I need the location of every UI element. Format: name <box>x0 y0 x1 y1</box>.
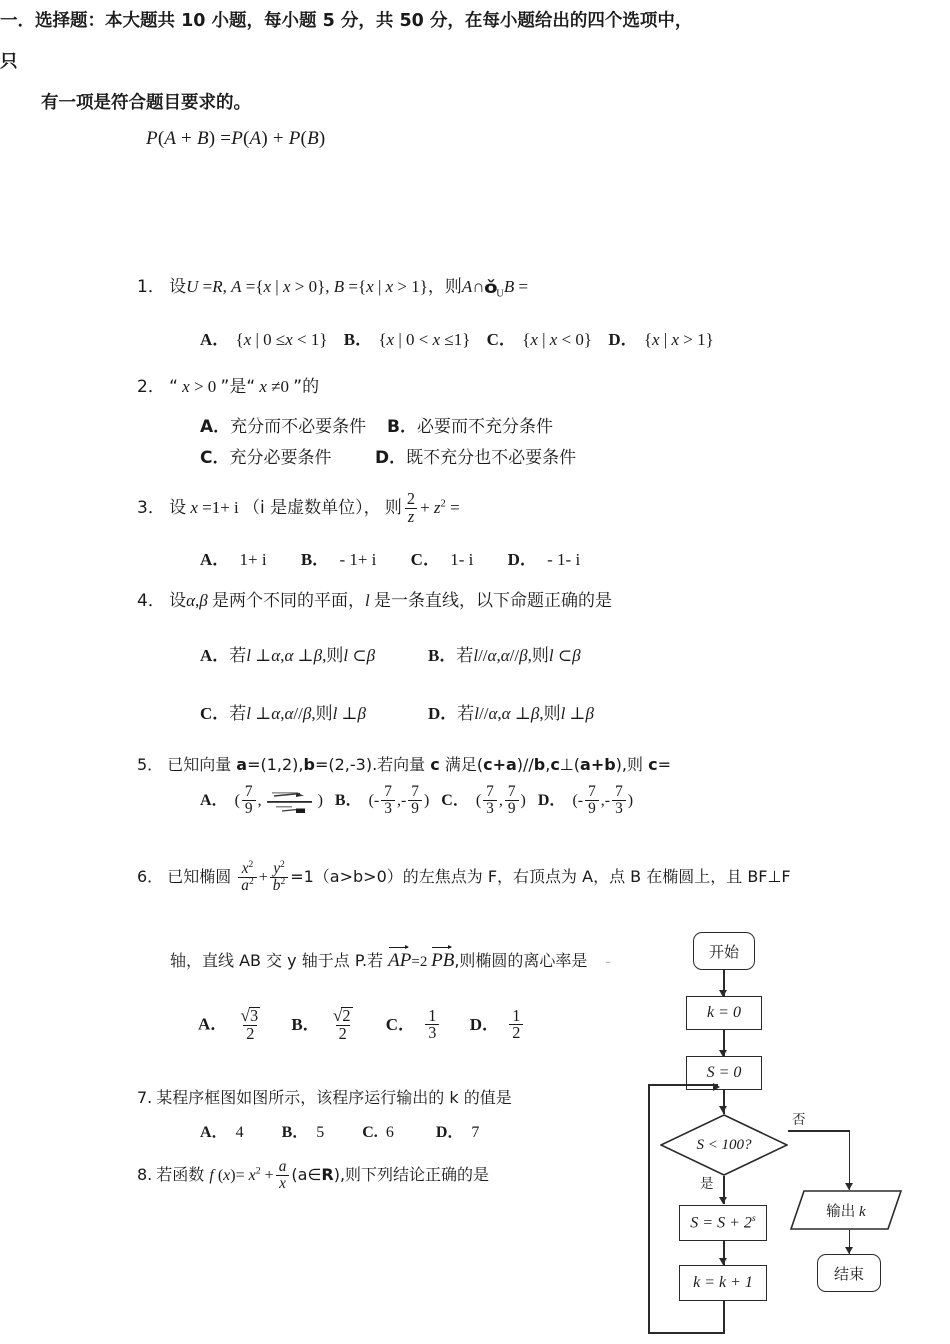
question-8-stem: 8. 若函数 f $(x)= x^2$ + $\frac{a}{x}$ (a∈R),则下列结论正确的是 <box>137 1158 490 1192</box>
option-text: 4 <box>235 1124 244 1141</box>
fraction-denominator: 9 <box>585 800 599 817</box>
flowchart-branch-no-label: 否 <box>792 1112 806 1128</box>
flowchart-node-accumulate <box>679 1205 767 1241</box>
question-2-stem: 2． “ x > 0 ”是“ x ≠0 ”的 <box>137 377 320 397</box>
question-4-option-d: D．若l//α,α ⊥β,则l ⊥β <box>428 704 595 724</box>
option-label: B． <box>343 330 373 349</box>
sign: - <box>373 791 380 809</box>
program-flowchart <box>600 900 950 1344</box>
complement-glyph: ǒ <box>483 278 498 298</box>
flowchart-connector-no <box>788 1130 850 1132</box>
option-text: 充分而不必要条件 <box>230 417 367 437</box>
question-3-number: 3． <box>137 498 165 519</box>
fraction: $\frac{√2}{2}$ <box>332 1006 351 1043</box>
option-text: 必要而不充分条件 <box>416 417 553 437</box>
question-6-stem-line2: 轴，直线 AB 交 y 轴于点 P.若 AP=2 PB,则椭圆的离心率是 - <box>170 950 611 971</box>
option-label: B． <box>281 1124 309 1141</box>
flowchart-init-s-label: S = 0 <box>706 1064 742 1081</box>
option-label: B． <box>300 550 330 569</box>
fraction-denominator: 9 <box>242 800 256 817</box>
question-1-stem: 1． 设U =R, A ={x | x > 0}, B ={x | x > 1}，则$A\cap ǒ_UB$ = <box>137 277 529 300</box>
flowchart-arrow-down <box>719 1106 727 1113</box>
option-label: A． <box>198 1014 228 1034</box>
option-label: D． <box>507 550 537 569</box>
option-label: B． <box>334 791 362 809</box>
vector-PB: PB <box>431 950 455 971</box>
flowchart-node-increment <box>679 1265 767 1301</box>
fraction-numerator: 1 <box>512 1005 521 1025</box>
sign: - <box>577 791 584 809</box>
formula-lhs: P <box>146 128 158 149</box>
fraction-denominator: 3 <box>483 800 497 817</box>
sign: - <box>400 791 407 809</box>
question-7-number: 7. <box>137 1088 153 1107</box>
flowchart-branch-yes-label: 是 <box>700 1176 714 1192</box>
section-desc-line1: 本大题共 10 小题，每小题 5 分，共 50 分，在每小题给出的四个选项中，只 <box>0 11 693 72</box>
corrupted-fraction-artifact <box>266 787 318 817</box>
flowchart-init-k-label: k = 0 <box>707 1004 741 1021</box>
probability-formula: P(A + B) =P(A) + P(B) <box>146 128 326 149</box>
question-3-stem: 3． 设 x =1+ i （i 是虚数单位）， 则 $\frac{2}{z}$ + $z^2$ = <box>137 489 460 526</box>
option-text: 6 <box>385 1124 394 1141</box>
fraction-numerator: 1 <box>428 1005 437 1025</box>
question-5-number: 5． <box>137 755 164 774</box>
fraction-numerator: 7 <box>411 783 419 800</box>
fraction-denominator: 2 <box>243 1025 257 1043</box>
option-text: 充分必要条件 <box>229 448 332 468</box>
option-text: 1+ i <box>239 550 267 569</box>
flowchart-accumulate-label: S = S + 2 <box>690 1214 752 1232</box>
fraction-denominator: x <box>276 1175 289 1192</box>
question-1-options: A． {x | 0 ≤x < 1} B． {x | 0 < x ≤1} C． {x | x < 0} D． {x | x > 1} <box>200 330 714 349</box>
option-label: D． <box>375 448 407 468</box>
flowchart-arrow-down <box>845 1247 853 1254</box>
flowchart-arrow-down <box>719 1197 727 1204</box>
option-text: 既不充分也不必要条件 <box>406 448 577 468</box>
option-label: B． <box>387 417 417 437</box>
section-title: 选择题： <box>35 11 105 31</box>
flowchart-output-variable: k <box>859 1203 866 1220</box>
flowchart-connector-no-vertical <box>849 1130 851 1190</box>
question-2-option-d <box>375 443 576 468</box>
option-text: - 1+ i <box>339 550 377 569</box>
fraction-numerator: 2 <box>406 489 416 508</box>
question-5-options: A． ( $\frac{7}{9}$ , ) B． (- $\frac{7}{3}$ ,- $\frac{7}{9}$ ) C． ( $\frac{7}{3}$ , $\frac{7}{9}$ ) D． (- $\frac{7}{9}$ ,- $\frac{7}{3}$ ) <box>200 783 634 817</box>
formula-equals: = <box>220 128 232 149</box>
fraction-denominator: 9 <box>408 800 422 817</box>
flowchart-node-init-k <box>686 996 762 1030</box>
flowchart-increment-label: k = k + 1 <box>693 1274 753 1291</box>
fraction-numerator: 7 <box>244 783 253 800</box>
question-3-options <box>200 545 580 570</box>
option-label: D． <box>608 330 638 349</box>
fraction-numerator: 7 <box>615 783 623 800</box>
option-text: - 1- i <box>547 550 581 569</box>
option-text: 1- i <box>450 550 474 569</box>
fraction-denominator: 9 <box>505 800 519 817</box>
fraction-denominator: 3 <box>612 800 626 817</box>
fraction-a-over-x <box>276 1159 290 1191</box>
question-1-number: 1． <box>137 277 165 297</box>
fraction-denominator: z <box>405 508 417 526</box>
flowchart-node-condition <box>660 1114 788 1176</box>
fraction: $\frac{√3}{2}$ <box>240 1006 259 1043</box>
option-text: 7 <box>471 1124 480 1141</box>
fraction <box>509 1005 523 1043</box>
question-7-stem <box>137 1085 512 1108</box>
option-label: C． <box>486 330 516 349</box>
flowchart-start-label: 开始 <box>708 942 739 961</box>
flowchart-loop-top <box>648 1084 718 1086</box>
flowchart-output-label: 输出 <box>826 1203 856 1220</box>
option-label: C． <box>385 1014 416 1034</box>
question-4-option-a: A．若l ⊥α,α ⊥β,则l ⊂β <box>200 646 376 666</box>
fraction-numerator: 7 <box>588 783 596 800</box>
option-label: D． <box>469 1014 499 1034</box>
flowchart-condition-label: S < 100? <box>696 1136 752 1153</box>
question-4-number: 4． <box>137 591 165 611</box>
question-2-option-c <box>200 443 331 468</box>
fraction-denominator: 2 <box>336 1025 350 1043</box>
flowchart-loop-down <box>723 1301 725 1334</box>
flowchart-node-output <box>790 1190 902 1230</box>
fraction-denominator: 2 <box>509 1024 523 1042</box>
fraction-numerator: 7 <box>507 783 516 800</box>
section-desc-line2: 有一项是符合题目要求的。 <box>41 93 251 113</box>
option-label: C． <box>410 550 440 569</box>
fraction-numerator: 7 <box>384 783 392 800</box>
option-label: B． <box>291 1014 320 1034</box>
question-7-options <box>200 1119 479 1142</box>
option-label: A． <box>200 417 231 437</box>
option-label: C． <box>200 448 230 468</box>
fraction-denominator: 3 <box>425 1024 439 1042</box>
option-text: 5 <box>316 1124 325 1141</box>
flowchart-loop-left <box>648 1332 724 1334</box>
question-7-text: 某程序框图如图所示，该程序运行输出的 k 的值是 <box>156 1088 512 1107</box>
sign: - <box>604 791 611 809</box>
question-6-options <box>198 1005 525 1043</box>
option-label: C． <box>441 791 469 809</box>
option-label: D． <box>537 791 566 809</box>
section-heading <box>0 0 700 123</box>
fraction <box>425 1005 439 1043</box>
vector-AP: AP <box>388 950 412 971</box>
question-4-stem: 4． 设α,β 是两个不同的平面，l 是一条直线，以下命题正确的是 <box>137 591 612 611</box>
fraction <box>242 784 256 816</box>
flowchart-node-start <box>693 932 755 970</box>
fraction-numerator: 7 <box>486 783 494 800</box>
question-2-option-b <box>387 412 553 437</box>
option-label: A． <box>200 550 230 569</box>
question-4-option-b: B．若l//α,α//β,则l ⊂β <box>428 646 581 666</box>
fraction-y2-over-b2: $\frac{y^2}{b^2}$ <box>270 861 288 894</box>
option-label: D． <box>435 1124 464 1141</box>
option-label: A． <box>200 791 228 809</box>
fraction-numerator: a <box>278 1158 287 1175</box>
section-number: 一． <box>0 11 35 31</box>
flowchart-arrow-down <box>719 1258 727 1265</box>
flowchart-arrow-down <box>845 1183 853 1190</box>
question-6-stem-line1: 6． 已知椭圆 $\frac{x^2}{a^2}$ + $\frac{y^2}{b^2}$ =1（a>b>0）的左焦点为 F，右顶点为 A，点 B 在椭圆上，且 BF⊥F <box>137 860 791 894</box>
question-5-stem: 5． 已知向量 a=(1,2),b=(2,-3).若向量 c 满足(c+a)//b,c⊥(a+b),则 c= <box>137 755 671 774</box>
option-label: A． <box>200 1124 228 1141</box>
fraction-x2-over-a2: $\frac{x^2}{a^2}$ <box>238 861 256 894</box>
fraction-2-over-z <box>404 491 418 525</box>
flowchart-loop-up <box>648 1084 650 1333</box>
option-label: C. <box>362 1124 378 1141</box>
option-label: A． <box>200 330 230 349</box>
question-2-number: 2． <box>137 377 165 397</box>
flowchart-node-end <box>817 1254 881 1292</box>
question-6-number: 6． <box>137 866 164 886</box>
question-2-option-a <box>200 412 366 437</box>
question-4-option-c: C．若l ⊥α,α//β,则l ⊥β <box>200 704 367 724</box>
fraction-denominator: 3 <box>381 800 395 817</box>
question-8-number: 8. <box>137 1164 153 1184</box>
flowchart-end-label: 结束 <box>833 1264 864 1283</box>
flowchart-accumulate-exponent: s <box>751 1213 756 1225</box>
